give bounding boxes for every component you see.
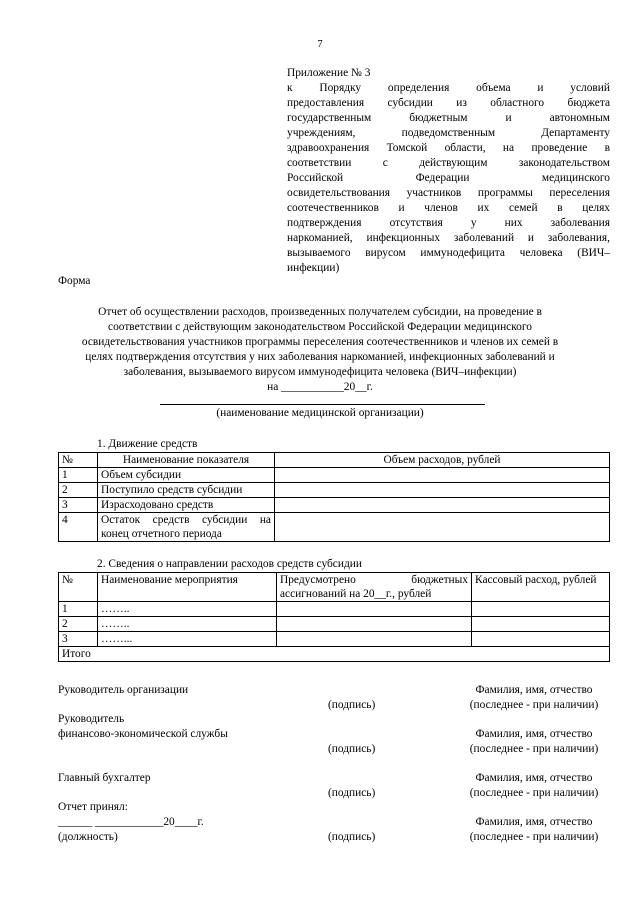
head-fio: Фамилия, имя, отчество [475, 684, 593, 696]
section2-title: 2. Сведения о направлении расходов средств субсидии [97, 558, 362, 570]
chief-fio-note: (последнее - при наличии) [469, 787, 599, 799]
appendix-title: Приложение № 3 [287, 67, 371, 79]
head-label: Руководитель организации [58, 684, 189, 696]
fin-head-label-1: Руководитель [58, 713, 125, 725]
col-number: № [59, 453, 98, 468]
accepted-fio: Фамилия, имя, отчество [475, 816, 593, 828]
section1-title: 1. Движение средств [97, 438, 198, 450]
report-title-line: заболевания, вызываемого вирусом иммунодефицита человека (ВИЧ–инфекции) [123, 366, 517, 378]
accepted-fio-note: (последнее - при наличии) [469, 831, 599, 843]
fin-head-fio-note: (последнее - при наличии) [469, 743, 599, 755]
col-activity: Наименование мероприятия [98, 573, 277, 602]
appendix-line: освидетельствования участников программы переселения [287, 187, 610, 199]
row-number: 1 [59, 602, 98, 617]
row-cash[interactable] [472, 632, 610, 647]
chief-fio: Фамилия, имя, отчество [475, 772, 593, 784]
row-value[interactable] [275, 483, 610, 498]
row-budget[interactable] [277, 602, 472, 617]
row-number: 2 [59, 617, 98, 632]
row-budget[interactable] [277, 632, 472, 647]
appendix-line: предоставления субсидии из областного бюджета [287, 97, 610, 109]
row-number: 1 [59, 468, 98, 483]
row-indicator: Поступило средств субсидии [98, 483, 275, 498]
row-indicator: Израсходовано средств [98, 498, 275, 513]
total-label: Итого [59, 647, 610, 662]
accepted-label: Отчет принял: [58, 801, 128, 813]
funds-movement-table [58, 452, 610, 542]
report-title-line: соответствии с действующим законодательством Российской Федерации медицинского [108, 321, 532, 333]
table-row [59, 602, 610, 617]
appendix-block [287, 66, 610, 276]
appendix-line: государственным бюджетным и автономным [287, 112, 610, 124]
expenses-direction-table [58, 572, 610, 662]
row-value[interactable] [275, 513, 610, 542]
col-number: № [59, 573, 98, 602]
appendix-line: здравоохранения Томской области, на проведение в [287, 142, 610, 154]
table-header-row [59, 453, 610, 468]
appendix-line: инфекции) [287, 262, 340, 274]
report-date-line: на ___________20__г. [267, 381, 373, 393]
appendix-line: наркоманией, инфекционных заболеваний и заболевания, [287, 232, 610, 244]
row-indicator: Объем субсидии [98, 468, 275, 483]
table-header-row [59, 573, 610, 602]
report-title-line: целях подтверждения отсутствия у них заболевания наркоманией, инфекционных заболеваний и [85, 351, 555, 363]
row-number: 4 [59, 513, 98, 542]
head-sign-caption: (подпись) [328, 699, 376, 711]
table-row [59, 617, 610, 632]
appendix-line: учреждениям, подведомственным Департаменту [287, 127, 610, 139]
row-value[interactable] [275, 468, 610, 483]
chief-sign-caption: (подпись) [328, 787, 376, 799]
fin-head-fio: Фамилия, имя, отчество [475, 728, 593, 740]
row-cash[interactable] [472, 617, 610, 632]
accepted-line: ______ ____________20____г. [58, 816, 204, 828]
col-indicator: Наименование показателя [98, 453, 275, 468]
fin-head-sign-caption: (подпись) [328, 743, 376, 755]
head-fio-note: (последнее - при наличии) [469, 699, 599, 711]
report-title-line: Отчет об осуществлении расходов, произведенных получателем субсидии, на проведение в [98, 306, 542, 318]
appendix-line: к Порядку определения объема и условий [287, 82, 610, 94]
chief-accountant-label: Главный бухгалтер [58, 772, 151, 784]
col-cash: Кассовый расход, рублей [472, 573, 610, 602]
page-number: 7 [317, 39, 323, 50]
row-activity[interactable]: …….. [98, 617, 277, 632]
row-value[interactable] [275, 498, 610, 513]
col-budget: Предусмотрено бюджетных ассигнований на 20__г., рублей [277, 573, 472, 602]
col-expenses: Объем расходов, рублей [275, 453, 610, 468]
table-row [59, 483, 610, 498]
fin-head-label-2: финансово-экономической службы [58, 728, 228, 740]
report-title [50, 305, 590, 395]
table-row [59, 513, 610, 542]
appendix-line: подтверждения отсутствия у них заболевания [287, 217, 610, 229]
appendix-line: вызываемого вирусом иммунодефицита человека (ВИЧ– [287, 247, 610, 259]
appendix-line: соответствии с действующим законодательством [287, 157, 610, 169]
org-name-line [160, 404, 485, 405]
row-number: 2 [59, 483, 98, 498]
row-budget[interactable] [277, 617, 472, 632]
form-label: Форма [58, 275, 91, 287]
row-indicator [98, 513, 275, 542]
org-name-caption: (наименование медицинской организации) [216, 407, 424, 419]
accepted-sign-caption: (подпись) [328, 831, 376, 843]
appendix-line: соотечественников и членов их семей в целях [287, 202, 610, 214]
table-row [59, 468, 610, 483]
position-caption: (должность) [58, 831, 118, 843]
row-activity[interactable]: ……... [98, 632, 277, 647]
table-row [59, 498, 610, 513]
appendix-line: Российской Федерации медицинского [287, 172, 610, 184]
report-title-line: освидетельствования участников программы переселения соотечественников и членов их семей в [81, 336, 559, 348]
row-activity[interactable]: …….. [98, 602, 277, 617]
row-indicator-text: Остаток средств субсидии на конец отчетного периода [101, 514, 271, 540]
row-cash[interactable] [472, 602, 610, 617]
total-row [59, 647, 610, 662]
row-number: 3 [59, 632, 98, 647]
row-number: 3 [59, 498, 98, 513]
table-row [59, 632, 610, 647]
